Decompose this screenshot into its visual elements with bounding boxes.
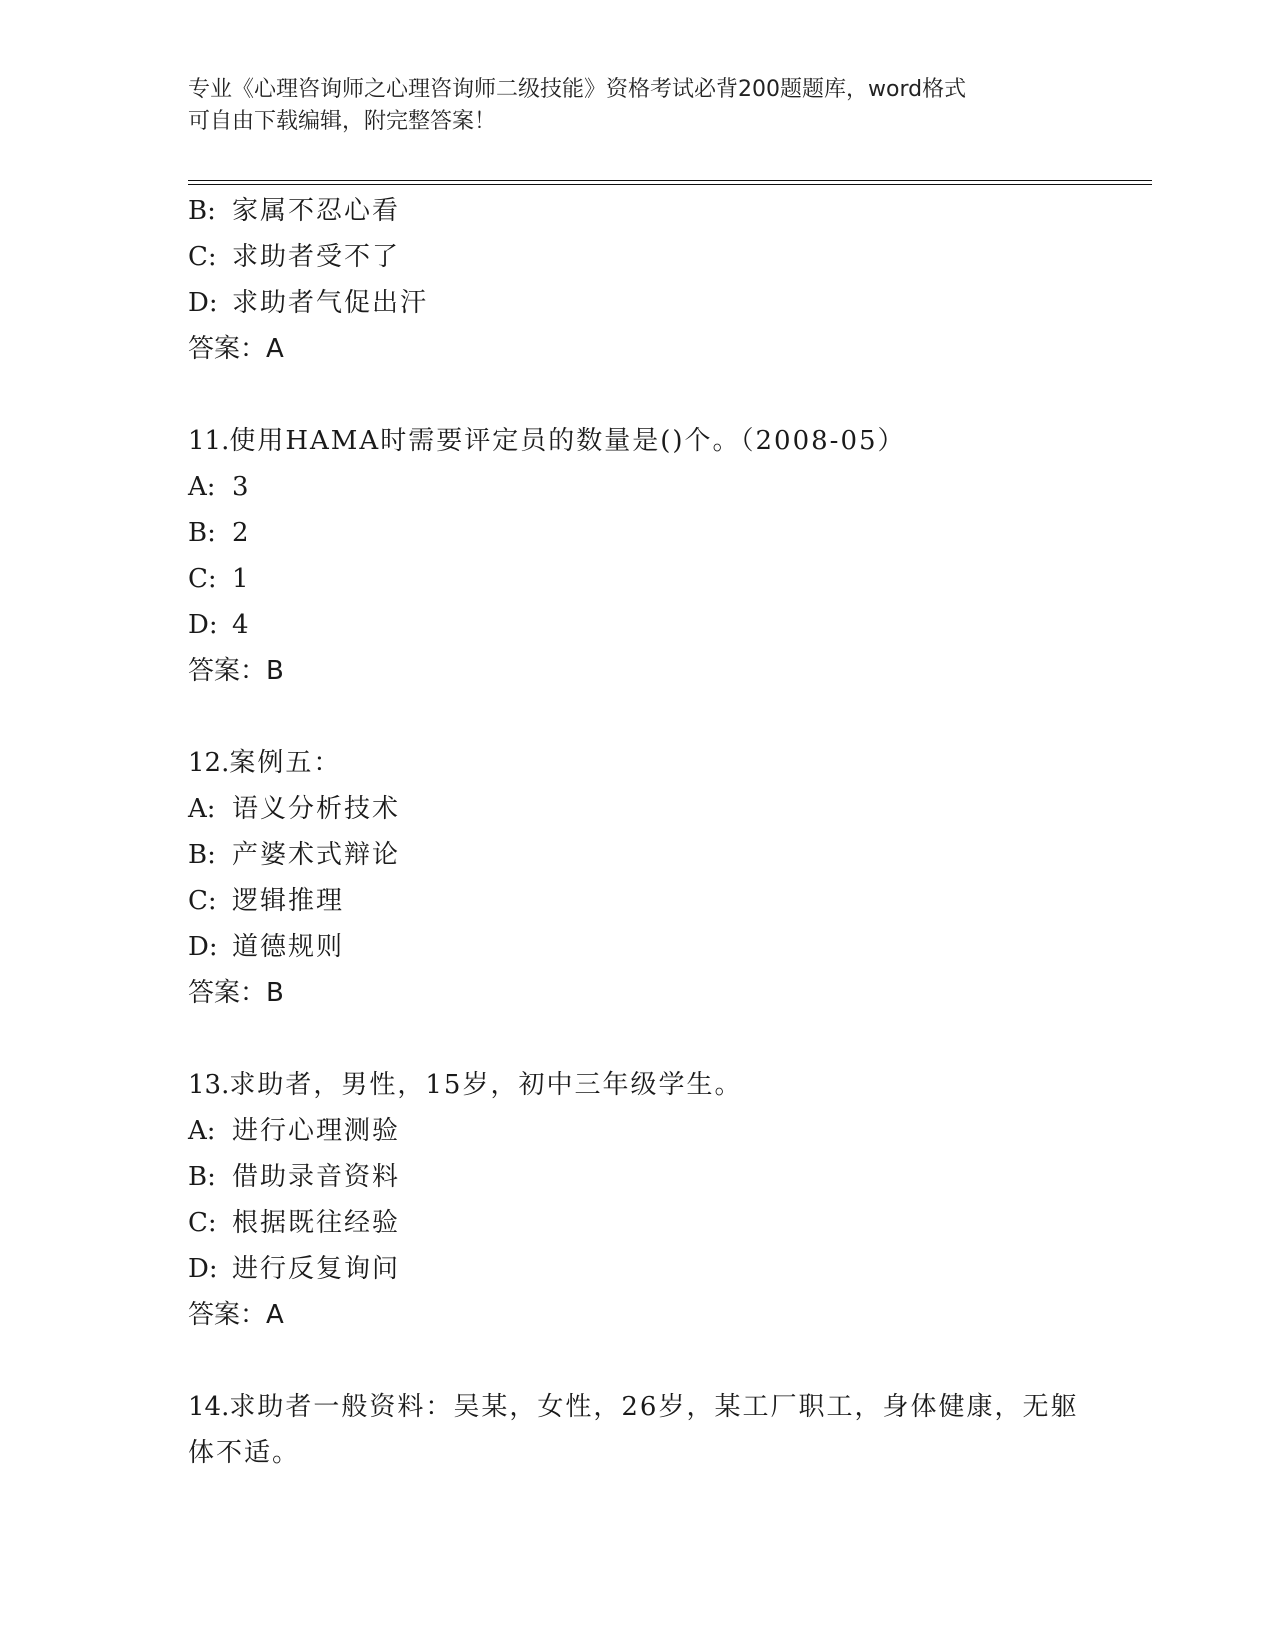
option-d xyxy=(188,1246,1118,1292)
option-c xyxy=(188,234,1118,280)
option-letter: D: xyxy=(188,1254,218,1284)
question-12 xyxy=(188,740,1118,1016)
question-13 xyxy=(188,1062,1118,1338)
answer-line: 答案：A xyxy=(188,334,284,364)
option-text: 1 xyxy=(232,564,251,594)
option-c xyxy=(188,1200,1118,1246)
option-letter: C: xyxy=(188,886,217,916)
option-text: 求助者气促出汗 xyxy=(232,288,429,318)
question-number: 11. xyxy=(188,426,230,456)
option-letter: B: xyxy=(188,1162,216,1192)
option-b xyxy=(188,510,1118,556)
option-letter: D: xyxy=(188,288,218,318)
option-text: 进行反复询问 xyxy=(232,1254,401,1284)
question-number: 14. xyxy=(188,1392,230,1422)
option-text: 产婆术式辩论 xyxy=(232,840,401,870)
header-line-1: 专业《心理咨询师之心理咨询师二级技能》资格考试必背200题题库，word格式 xyxy=(188,77,967,102)
option-text: 进行心理测验 xyxy=(232,1116,401,1146)
option-text: 逻辑推理 xyxy=(232,886,345,916)
option-letter: A: xyxy=(188,472,216,502)
answer-line: 答案：A xyxy=(188,1300,284,1330)
option-letter: B: xyxy=(188,196,216,226)
option-letter: A: xyxy=(188,1116,216,1146)
header-line-2: 可自由下载编辑，附完整答案！ xyxy=(188,109,497,134)
option-text: 求助者受不了 xyxy=(232,242,401,272)
option-b xyxy=(188,832,1118,878)
option-text: 3 xyxy=(232,472,251,502)
option-text: 根据既往经验 xyxy=(232,1208,401,1238)
option-letter: D: xyxy=(188,932,218,962)
option-letter: A: xyxy=(188,794,216,824)
question-number: 13. xyxy=(188,1070,230,1100)
question-stem xyxy=(188,418,1118,464)
option-letter: C: xyxy=(188,242,217,272)
option-text: 道德规则 xyxy=(232,932,345,962)
option-d xyxy=(188,924,1118,970)
question-11 xyxy=(188,418,1118,694)
option-a xyxy=(188,786,1118,832)
option-d xyxy=(188,602,1118,648)
question-stem xyxy=(188,740,1118,786)
option-letter: D: xyxy=(188,610,218,640)
option-c xyxy=(188,878,1118,924)
option-a xyxy=(188,464,1118,510)
question-number: 12. xyxy=(188,748,230,778)
question-14 xyxy=(188,1384,1118,1476)
question-text: 求助者一般资料：吴某，女性，26岁，某工厂职工，身体健康，无躯体不适。 xyxy=(188,1392,1079,1468)
option-b xyxy=(188,1154,1118,1200)
question-text: 使用HAMA时需要评定员的数量是()个。（2008-05） xyxy=(229,426,906,456)
document-header xyxy=(188,74,1068,138)
partial-question xyxy=(188,188,1118,372)
option-letter: C: xyxy=(188,1208,217,1238)
question-text: 求助者，男性，15岁，初中三年级学生。 xyxy=(229,1070,743,1100)
answer-line: 答案：B xyxy=(188,656,284,686)
option-c xyxy=(188,556,1118,602)
option-text: 2 xyxy=(232,518,251,548)
header-divider-bottom xyxy=(188,184,1152,185)
option-d xyxy=(188,280,1118,326)
option-text: 语义分析技术 xyxy=(232,794,401,824)
question-stem xyxy=(188,1384,1088,1476)
question-stem xyxy=(188,1062,1118,1108)
option-a xyxy=(188,1108,1118,1154)
option-b xyxy=(188,188,1118,234)
option-letter: B: xyxy=(188,518,216,548)
document-body xyxy=(188,188,1118,1476)
question-text: 案例五： xyxy=(229,748,342,778)
option-letter: B: xyxy=(188,840,216,870)
answer-line: 答案：B xyxy=(188,978,284,1008)
option-text: 4 xyxy=(232,610,251,640)
option-letter: C: xyxy=(188,564,217,594)
option-text: 家属不忍心看 xyxy=(232,196,401,226)
header-divider-top xyxy=(188,180,1152,181)
option-text: 借助录音资料 xyxy=(232,1162,401,1192)
